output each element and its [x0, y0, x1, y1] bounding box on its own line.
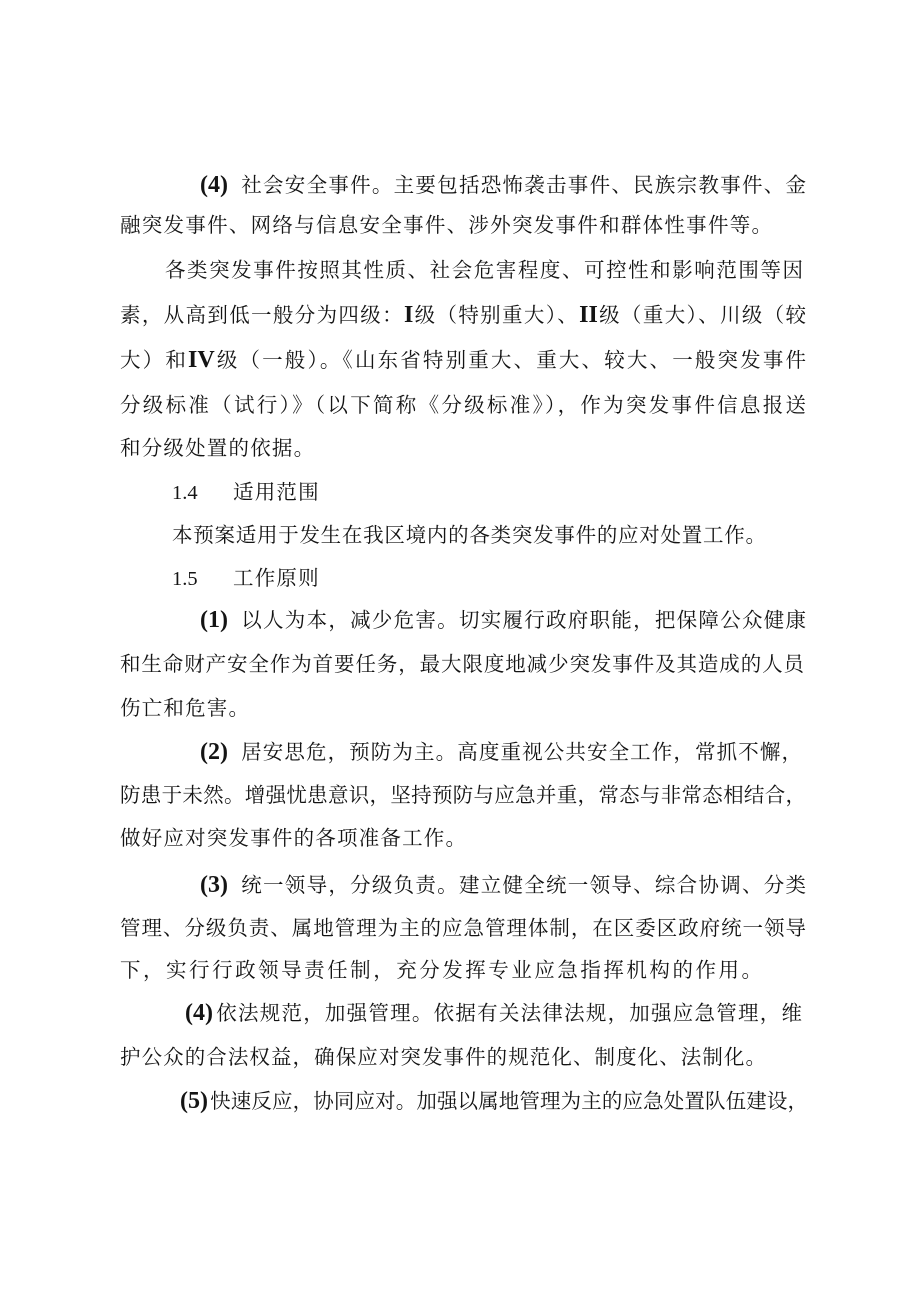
line-text: 级（特别重大）、 [413, 303, 580, 327]
principle-3-line-1 [200, 870, 806, 900]
line-text: 素，从高到低一般分为四级： [120, 303, 404, 327]
grading-line-1: 各类突发事件按照其性质、社会危害程度、可控性和影响范围等因 [165, 258, 803, 282]
principle-1-line-3: 伤亡和危害。 [120, 696, 251, 720]
grading-line-3 [120, 345, 806, 375]
principle-3-line-2: 管理、分级负责、属地管理为主的应急管理体制，在区委区政府统一领导 [120, 916, 806, 940]
line-text: 以人为本，减少危害。切实履行政府职能，把保障公众健康 [239, 608, 806, 632]
section-heading-principles [172, 563, 320, 593]
line-text: 居安思危，预防为主。高度重视公共安全工作，常抓不懈， [239, 740, 802, 764]
principle-3-line-3: 下，实行行政领导责任制，充分发挥专业应急指挥机构的作用。 [120, 958, 762, 982]
section-heading-scope [172, 477, 320, 507]
line-text: 级（一般）。《山东省特别重大、重大、较大、一般突发事件 [214, 348, 806, 372]
item-number: (1) [200, 607, 228, 633]
section-number: 1.4 [172, 482, 198, 504]
principle-2-line-1 [200, 737, 802, 767]
principle-1-line-1 [200, 605, 806, 635]
principle-1-line-2: 和生命财产安全作为首要任务，最大限度地减少突发事件及其造成的人员 [120, 652, 804, 676]
grading-line-2 [120, 300, 806, 330]
level-one-label: I [403, 302, 414, 328]
item-number: (4) [185, 1000, 213, 1026]
line-text: 社会安全事件。主要包括恐怖袭击事件、民族宗教事件、金 [239, 173, 806, 197]
line-text: 级（重大）、川级（较 [597, 303, 807, 327]
section-title: 适用范围 [233, 480, 320, 504]
item-number: (4) [200, 172, 228, 198]
grading-line-4: 分级标准（试行）》（以下简称《分级标准》），作为突发事件信息报送 [120, 393, 806, 417]
scope-text: 本预案适用于发生在我区境内的各类突发事件的应对处置工作。 [172, 523, 766, 547]
level-two-label: II [579, 302, 598, 328]
principle-4-line-2: 护公众的合法权益，确保应对突发事件的规范化、制度化、法制化。 [120, 1045, 766, 1069]
principle-2-line-2: 防患于未然。增强忧患意识，坚持预防与应急并重，常态与非常态相结合， [120, 783, 806, 807]
line-text: 依法规范，加强管理。依据有关法律法规，加强应急管理，维 [214, 1001, 802, 1025]
item-number: (5) [180, 1088, 208, 1114]
section-title: 工作原则 [233, 566, 320, 590]
principle-2-line-3: 做好应对突发事件的各项准备工作。 [120, 826, 468, 850]
line-text: 快速反应，协同应对。加强以属地管理为主的应急处置队伍建设， [209, 1089, 808, 1113]
principle-4-line-1 [185, 998, 802, 1028]
principle-5-line-1 [180, 1086, 808, 1116]
level-four-label: IV [187, 347, 215, 373]
social-security-line-1 [200, 170, 806, 200]
section-number: 1.5 [172, 568, 198, 590]
grading-line-5: 和分级处置的依据。 [120, 436, 316, 460]
line-text: 统一领导，分级负责。建立健全统一领导、综合协调、分类 [239, 873, 806, 897]
item-number: (3) [200, 872, 228, 898]
line-text: 大）和 [120, 348, 188, 372]
social-security-line-2: 融突发事件、网络与信息安全事件、涉外突发事件和群体性事件等。 [120, 213, 772, 237]
item-number: (2) [200, 739, 228, 765]
